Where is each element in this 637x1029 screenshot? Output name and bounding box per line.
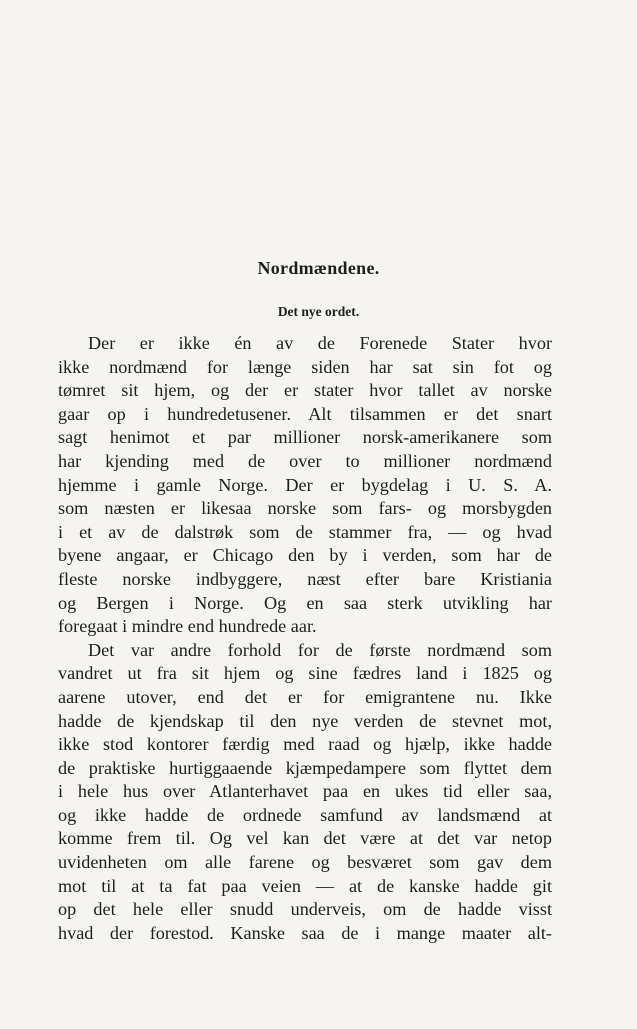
text-line: som næsten er likesaa norske som fars- og morsbygden	[58, 498, 552, 519]
section-subtitle: Det nye ordet.	[277, 304, 360, 319]
text-line: mot til at ta fat paa veien — at de kanske hadde git	[58, 875, 552, 896]
text-line: gaar op i hundredetusener. Alt tilsammen er det snart	[58, 403, 552, 424]
text-line: hjemme i gamle Norge. Der er bygdelag i U. S. A.	[58, 474, 552, 495]
text-line: uvidenheten om alle farene og besværet som gav dem	[58, 852, 552, 873]
text-line: og ikke hadde de ordnede samfund av landsmænd at	[58, 804, 552, 825]
text-line: har kjending med de over to millioner nordmænd	[58, 450, 552, 471]
text-line: fleste norske indbyggere, næst efter bare Kristiania	[58, 568, 552, 589]
text-line: komme frem til. Og vel kan det være at det var netop	[58, 828, 552, 849]
text-line: hvad der forestod. Kanske saa de i mange maater alt-	[58, 922, 552, 943]
text-line: tømret sit hjem, og der er stater hvor tallet av norske	[58, 380, 552, 401]
text-line: Der er ikke én av de Forenede Stater hvor	[88, 333, 552, 353]
chapter-title: Nordmændene.	[257, 258, 380, 278]
text-line: og Bergen i Norge. Og en saa sterk utvikling har	[58, 592, 552, 613]
text-line: ikke stod kontorer færdig med raad og hjælp, ikke hadde	[58, 734, 552, 755]
text-line: hadde de kjendskap til den nye verden de stevnet mot,	[58, 710, 552, 731]
text-line: ikke nordmænd for længe siden har sat sin fot og	[58, 356, 552, 377]
text-line: aarene utover, end det er for emigrantene nu. Ikke	[58, 686, 552, 707]
text-line: Det var andre forhold for de første nordmænd som	[88, 639, 552, 660]
text-line: i et av de dalstrøk som de stammer fra, — og hvad	[58, 521, 552, 542]
text-line: op det hele eller snudd underveis, om de hadde visst	[58, 899, 552, 920]
text-line: vandret ut fra sit hjem og sine fædres land i 1825 og	[58, 663, 552, 684]
text-line: sagt henimot et par millioner norsk-amerikanere som	[58, 427, 552, 448]
text-line: i hele hus over Atlanterhavet paa en ukes tid eller saa,	[58, 781, 552, 802]
text-line: foregaat i mindre end hundrede aar.	[58, 616, 317, 637]
body-text	[58, 332, 552, 945]
text-line: byene angaar, er Chicago den by i verden, som har de	[58, 545, 552, 566]
text-line: de praktiske hurtiggaaende kjæmpedampere som flyttet dem	[58, 757, 552, 778]
